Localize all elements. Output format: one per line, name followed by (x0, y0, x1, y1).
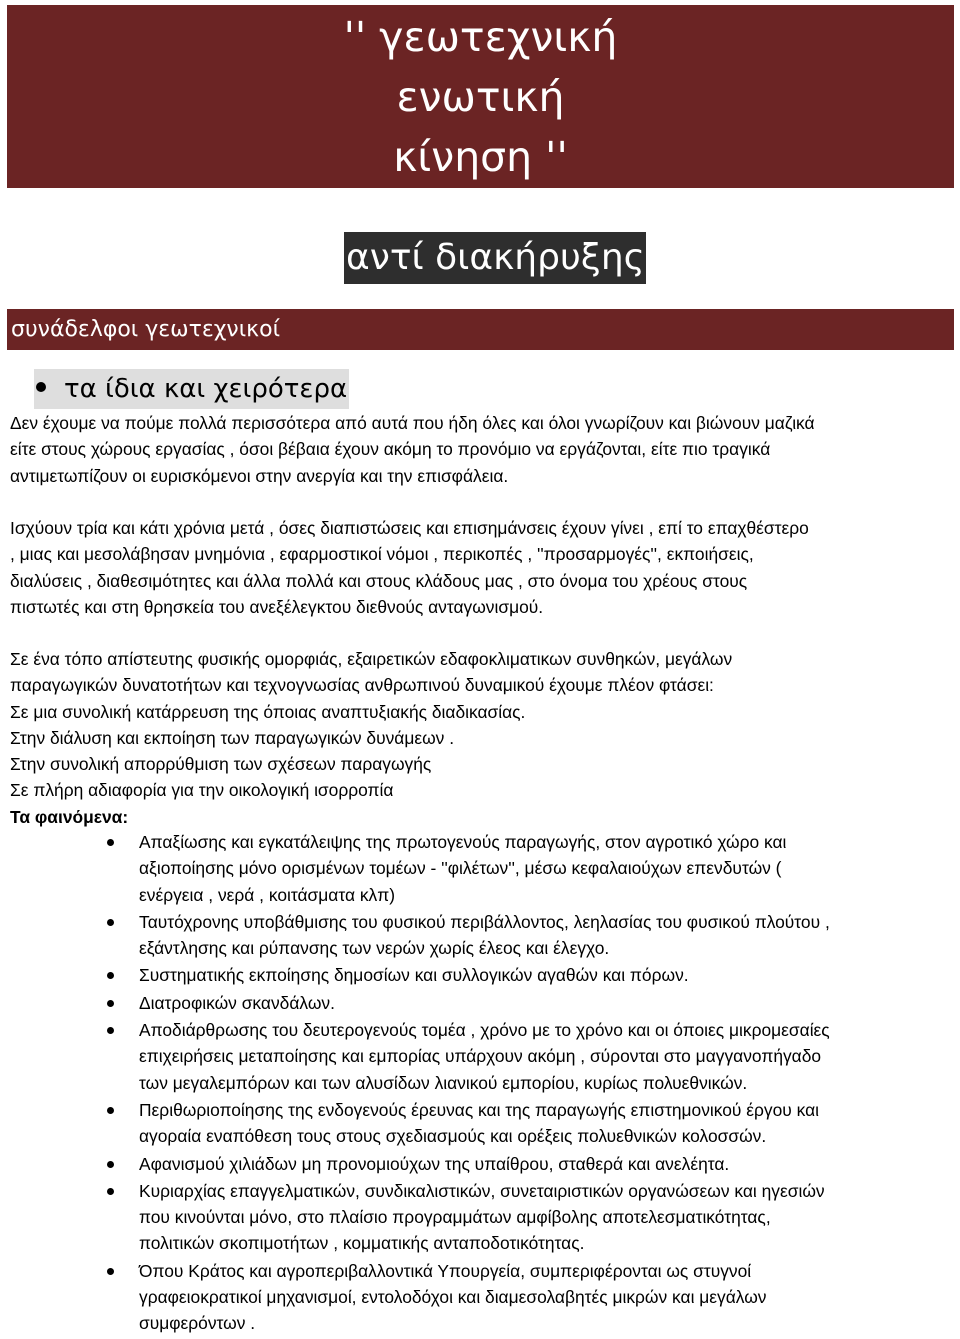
list-item (0, 1017, 960, 1096)
list-item-line: Διατροφικών σκανδάλων. (139, 992, 335, 1013)
salutation-bar: συνάδελφοι γεωτεχνικοί (7, 309, 954, 350)
section-heading-text: τα ίδια και χειρότερα (64, 374, 348, 404)
phenomena-list (0, 829, 960, 1338)
list-item-line: Περιθωριοποίησης της ενδογενούς έρευνας και της παραγωγής επιστημονικού έργου και (139, 1099, 820, 1120)
paragraph-3 (10, 646, 945, 830)
list-item-line: Αφανισμού χιλιάδων μη προνομιούχων της υπαίθρου, σταθερά και ανελέητα. (139, 1153, 730, 1174)
list-item-line: Ταυτόχρονης υποβάθμισης του φυσικού περιβάλλοντος, λεηλασίας του φυσικού πλούτου , (139, 911, 830, 932)
list-item-line: Όπου Κράτος και αγροπεριβαλλοντικά Υπουργεία, συμπεριφέρονται ως στυγνοί (139, 1260, 752, 1281)
paragraph-line: Στην συνολική απορρύθμιση των σχέσεων παραγωγής (10, 754, 432, 775)
list-item (0, 990, 960, 1016)
list-item-line: εξάντλησης και ρύπανσης των νερών χωρίς έλεος και έλεγχο. (139, 938, 610, 959)
paragraph-line: , μιας και μεσολάβησαν μνημόνια , εφαρμοστικοί νόμοι , περικοπές , ''προσαρμογές'', εκποιήσεις, (10, 544, 754, 565)
paragraph-line: παραγωγικών δυνατοτήτων και τεχνογνωσίας ανθρωπινού δυναμικού έχουμε πλέον φτάσει: (10, 675, 714, 696)
paragraph-1 (10, 410, 945, 489)
list-item (0, 909, 960, 962)
list-item (0, 1097, 960, 1150)
paragraph-line: διαλύσεις , διαθεσιμότητες και άλλα πολλά και στους κλάδους μας , στο όνομα του χρέους στους (10, 570, 748, 591)
list-item-line: αξιοποίησης μόνο ορισμένων τομέων - ''φιλέτων'', μέσω κεφαλαιούχων επενδυτών ( (139, 858, 782, 879)
list-item (0, 829, 960, 908)
phenomena-label: Τα φαινόμενα: (10, 806, 129, 827)
list-item-line: Απαξίωσης και εγκατάλειψης της πρωτογενούς παραγωγής, στον αγροτικό χώρο και (139, 832, 787, 852)
list-item (0, 962, 960, 988)
list-item-line: Συστηματικής εκποίησης δημοσίων και συλλογικών αγαθών και πόρων. (139, 965, 689, 986)
bullet-icon (36, 382, 46, 392)
paragraph-line: Στην διάλυση και εκποίηση των παραγωγικών δυνάμεων . (10, 727, 455, 748)
title-line-2: ενωτική (396, 73, 565, 121)
list-item-line: συμφερόντων . (139, 1313, 256, 1334)
list-item (0, 1258, 960, 1337)
list-item-line: των μεγαλεμπόρων και των αλυσίδων λιανικού εμπορίου, κυρίως πολυεθνικών. (139, 1072, 748, 1093)
list-item-line: Αποδιάρθρωσης του δευτερογενούς τομέα , χρόνο με το χρόνο και οι όποιες μικρομεσαίες (139, 1020, 830, 1041)
paragraph-line: Σε μια συνολική κατάρρευση της όποιας αναπτυξιακής διαδικασίας. (10, 701, 526, 722)
paragraph-line: Ισχύουν τρία και κάτι χρόνια μετά , όσες διαπιστώσεις και επισημάνσεις έχουν γίνει , επί το επαχθέστερο (10, 518, 809, 538)
section-heading (34, 369, 349, 409)
paragraph-line: πιστωτές και στη θρησκεία του ανεξέλεγκτου διεθνούς ανταγωνισμού. (10, 596, 544, 617)
list-item (0, 1151, 960, 1177)
list-item (0, 1178, 960, 1257)
subtitle: αντί διακήρυξης (344, 232, 646, 284)
list-item-line: πολιτικών σκοπιμοτήτων , κομματικής ανταποδοτικότητας. (139, 1233, 585, 1254)
paragraph-line: Σε ένα τόπο απίστευτης φυσικής ομορφιάς, εξαιρετικών εδαφοκλιματικων συνθηκών, μεγάλων (10, 649, 733, 669)
list-item-line: αγοραία εναπόθεση τους στους σχεδιασμούς και ορέξεις πολυεθνικών κολοσσών. (139, 1126, 767, 1147)
list-item-line: επιχειρήσεις μεταποίησης και εμπορίας υπάρχουν ακόμη , σύρονται στο μαγγανοπήγαδο (139, 1046, 822, 1067)
title-line-3: κίνηση '' (393, 133, 568, 181)
list-item-line: Κυριαρχίας επαγγελματικών, συνδικαλιστικών, συνεταιριστικών οργανώσεων και ηγεσιών (139, 1180, 825, 1201)
title-line-1: '' γεωτεχνική (343, 13, 618, 61)
paragraph-line: αντιμετωπίζουν οι ευρισκόμενοι στην ανεργία και την επισφάλεια. (10, 465, 509, 486)
list-item-line: που κινούνται μόνο, στο πλαίσιο προγραμμάτων αμφίβολης αποτελεσματικότητας, (139, 1207, 771, 1228)
paragraph-line: Δεν έχουμε να πούμε πολλά περισσότερα από αυτά που ήδη όλες και όλοι γνωρίζουν και βιώνουν μαζικά (10, 413, 815, 433)
list-item-line: γραφειοκρατικοί μηχανισμοί, εντολοδόχοι και διαμεσολαβητές μικρών και μεγάλων (139, 1287, 767, 1308)
paragraph-line: Σε πλήρη αδιαφορία για την οικολογική ισορροπία (10, 780, 394, 801)
paragraph-line: είτε στους χώρους εργασίας , όσοι βέβαια έχουν ακόμη το προνόμιο να εργάζονται, είτε πιο τραγικά (10, 439, 771, 460)
paragraph-2 (10, 515, 945, 620)
list-item-line: ενέργεια , νερά , κοιτάσματα κλπ) (139, 884, 396, 905)
